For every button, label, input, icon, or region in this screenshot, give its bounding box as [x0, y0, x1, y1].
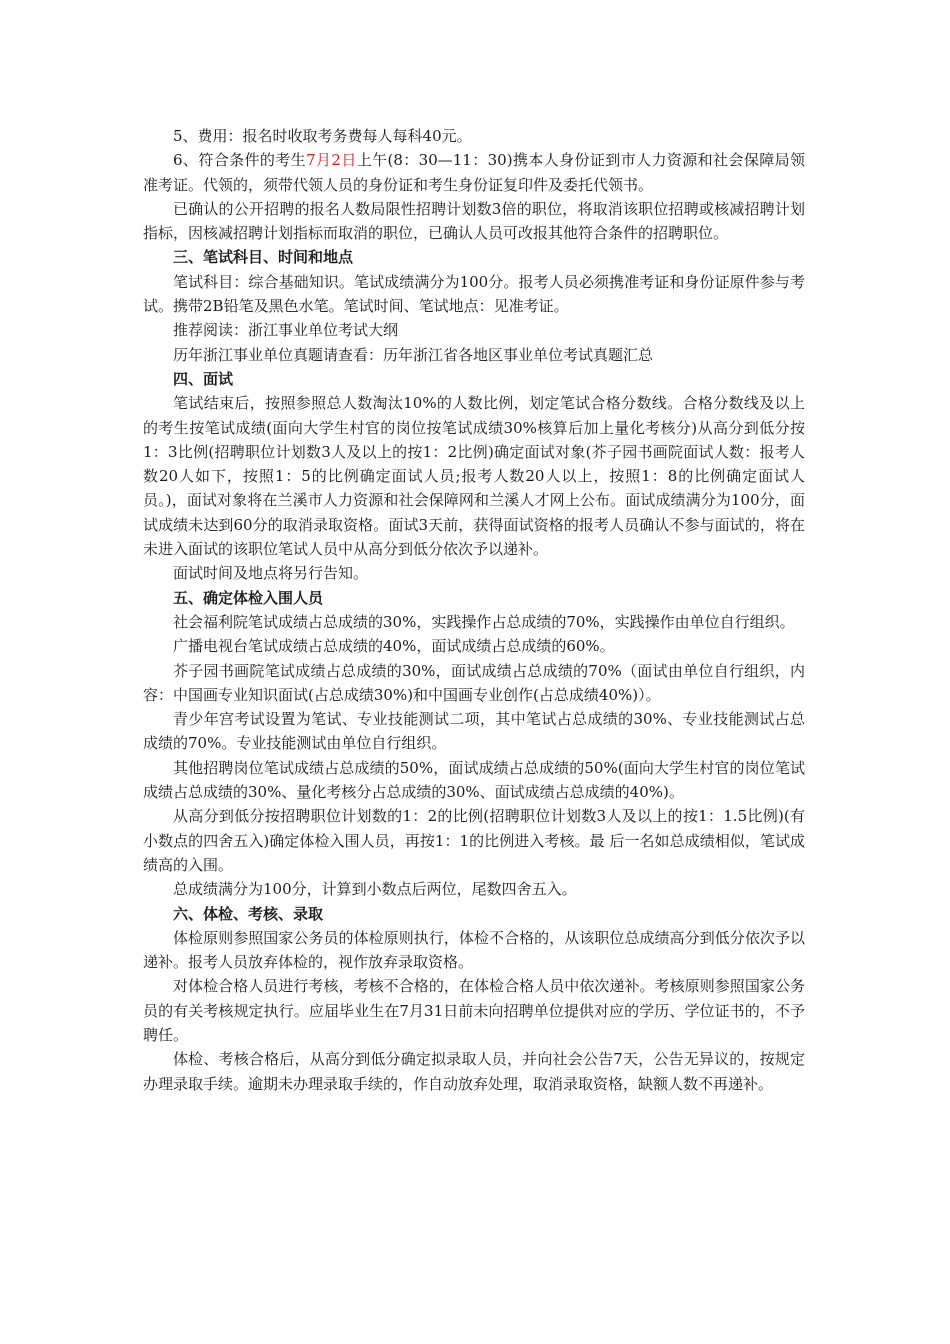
paragraph-welfare-institute: 社会福利院笔试成绩占总成绩的30%，实践操作占总成绩的70%，实践操作由单位自行组织。 — [173, 612, 795, 631]
admission-ticket-text-pre: 6、符合条件的考生 — [173, 151, 307, 170]
section-heading-hiring: 六、体检、考核、录取 — [173, 904, 324, 923]
admission-ticket-date: 7月2日 — [306, 151, 357, 170]
paragraph-interview-rules: 笔试结束后，按照参照总人数淘汰10%的人数比例，划定笔试合格分数线。合格分数线及以上的考生按笔试成绩(面向大学生村官的岗位按笔试成绩30%核算后加上量化考核分)从高分到低分按1：3比例(招聘职位计划数3人及以上的按1：2比例)确定面试对象(芥子园书画院面试人数：报考人数20人如下，按照1：5的比例确定面试人员;报考人数20人以上，按照1：8的比例确定面试人员。)，面试对象将在兰溪市人力资源和社会保障网和兰溪人才网上公布。面试成绩满分为100分，面试成绩未达到60分的取消录取资格。面试3天前，获得面试资格的报考人员确认不参与面试的，将在未进入面试的该职位笔试人员中从高分到低分依次予以递补。 — [143, 394, 805, 559]
paragraph-written-exam-subject: 笔试科目：综合基础知识。笔试成绩满分为100分。报考人员必须携准考证和身份证原件参与考试。携带2B铅笔及黑色水笔。笔试时间、笔试地点：见准考证。 — [143, 272, 805, 316]
paragraph-past-exam-papers: 历年浙江事业单位真题请查看：历年浙江省各地区事业单位考试真题汇总 — [173, 345, 654, 364]
paragraph-total-score: 总成绩满分为100分，计算到小数点后两位，尾数四舍五入。 — [173, 880, 577, 899]
paragraph-shortlist-ratio: 从高分到低分按招聘职位计划数的1：2的比例(招聘职位计划数3人及以上的按1：1.5比例)(有小数点的四舍五入)确定体检入围人员，再按1：1的比例进入考核。最 后一名如总成绩相似，笔试成绩高的入围。 — [143, 807, 805, 874]
paragraph-painting-academy: 芥子园书画院笔试成绩占总成绩的30%，面试成绩占总成绩的70%（面试由单位自行组织，内容：中国画专业知识面试(占总成绩30%)和中国画专业创作(占总成绩40%)）。 — [143, 661, 805, 704]
paragraph-interview-notice: 面试时间及地点将另行告知。 — [173, 564, 369, 583]
paragraph-admission-ticket — [143, 148, 805, 197]
paragraph-fee: 5、费用：报名时收取考务费每人每科40元。 — [173, 127, 472, 145]
paragraph-recommended-reading: 推荐阅读：浙江事业单位考试大纲 — [173, 321, 399, 340]
section-heading-physical-exam-shortlist: 五、确定体检入围人员 — [173, 588, 324, 607]
paragraph-quota-reduction: 已确认的公开招聘的报名人数局限性招聘计划数3倍的职位，将取消该职位招聘或核减招聘计划指标，因核减招聘计划指标而取消的职位，已确认人员可改报其他符合条件的招聘职位。 — [143, 199, 805, 243]
section-heading-interview: 四、面试 — [173, 369, 234, 388]
paragraph-physical-exam: 体检原则参照国家公务员的体检原则执行，体检不合格的，从该职位总成绩高分到低分依次予以递补。报考人员放弃体检的，视作放弃录取资格。 — [143, 928, 805, 972]
admission-ticket-text-post: 上午(8：30—11：30)携本人身份证到市人力资源和社会保障局领准考证。代领的，须带代领人员的身份证和考生身份证复印件及委托代领书。 — [143, 151, 805, 194]
paragraph-other-positions: 其他招聘岗位笔试成绩占总成绩的50%，面试成绩占总成绩的50%(面向大学生村官的岗位笔试成绩占总成绩的30%、量化考核分占总成绩的30%、面试成绩占总成绩的40%)。 — [143, 758, 805, 802]
section-heading-written-exam: 三、笔试科目、时间和地点 — [173, 248, 354, 267]
paragraph-assessment: 对体检合格人员进行考核，考核不合格的，在体检合格人员中依次递补。考核原则参照国家公务员的有关考核规定执行。应届毕业生在7月31日前未向招聘单位提供对应的学历、学位证书的，不予聘任。 — [143, 977, 805, 1044]
paragraph-final-hiring: 体检、考核合格后，从高分到低分确定拟录取人员，并向社会公告7天，公告无异议的，按规定办理录取手续。逾期未办理录取手续的，作自动放弃处理，取消录取资格，缺额人数不再递补。 — [143, 1050, 805, 1093]
paragraph-youth-palace: 青少年宫考试设置为笔试、专业技能测试二项，其中笔试占总成绩的30%、专业技能测试占总成绩的70%。专业技能测试由单位自行组织。 — [143, 710, 805, 753]
paragraph-tv-station: 广播电视台笔试成绩占总成绩的40%，面试成绩占总成绩的60%。 — [173, 637, 615, 656]
document-body — [143, 124, 805, 1096]
